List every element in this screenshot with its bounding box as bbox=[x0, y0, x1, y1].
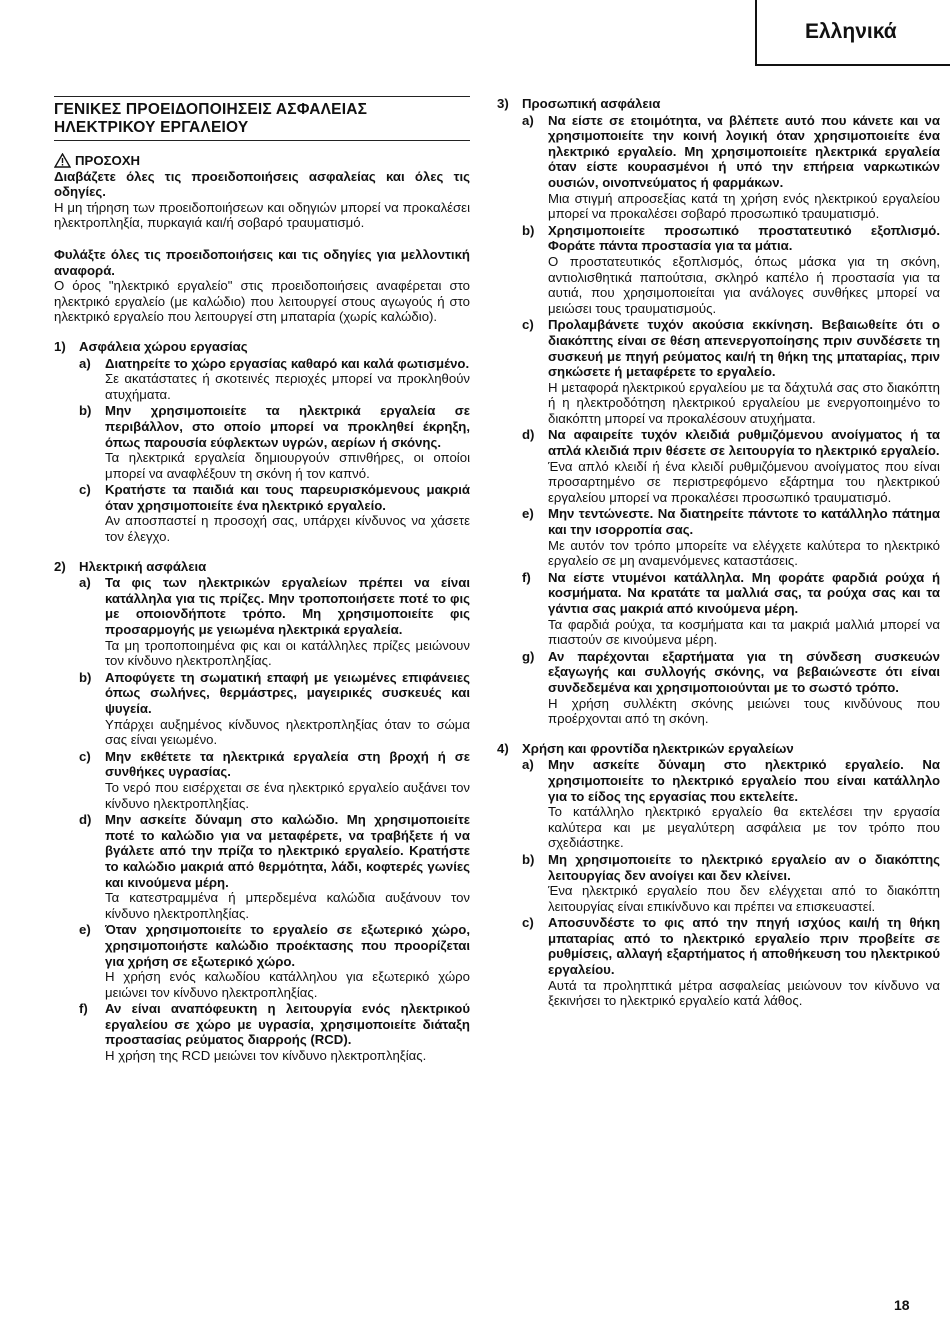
section-heading bbox=[54, 559, 470, 575]
item-instruction: Μην ασκείτε δύναμη στο ηλεκτρικό εργαλείο. Να χρησιμοποιείτε το ηλεκτρικό εργαλείο που είναι κατάλληλο για το είδος της εργασίας που εκτελείτε. bbox=[548, 757, 940, 804]
item-explanation: Μια στιγμή απροσεξίας κατά τη χρήση ενός ηλεκτρικού εργαλείου μπορεί να προκαλέσει σοβαρό προσωπικό τραυματισμό. bbox=[548, 190, 940, 222]
item-explanation: Ένα απλό κλειδί ή ένα κλειδί ρυθμιζόμενου ανοίγματος που είναι προσαρτημένο σε περιστρεφόμενο εξάρτημα του ηλεκτρικού εργαλείου μπορεί να προκαλέσει προσωπικό τραυματισμό. bbox=[548, 458, 940, 505]
item-explanation: Τα κατεστραμμένα ή μπερδεμένα καλώδια αυξάνουν τον κίνδυνο ηλεκτροπληξίας. bbox=[105, 890, 470, 921]
item-key: a) bbox=[79, 575, 91, 591]
item-instruction: Μην εκθέτετε τα ηλεκτρικά εργαλεία στη βροχή ή σε συνθήκες υγρασίας. bbox=[105, 748, 470, 780]
item-key: g) bbox=[522, 648, 535, 664]
item-body bbox=[105, 1001, 470, 1063]
section-number: 4) bbox=[497, 740, 509, 756]
list-item bbox=[79, 356, 470, 403]
item-instruction: Τα φις των ηλεκτρικών εργαλείων πρέπει να είναι κατάλληλα για τις πρίζες. Μην τροποποιήσετε ποτέ το φις με οποιονδήποτε τρόπο. Μη χρησιμοποιείτε φις προσαρμογής με γειωμένα ηλεκτρικά εργαλεία. bbox=[105, 575, 470, 638]
list-item bbox=[522, 915, 940, 1009]
list-item bbox=[522, 852, 940, 914]
item-explanation: Τα φαρδιά ρούχα, τα κοσμήματα και τα μακριά μαλλιά μπορεί να πιαστούν σε κινούμενα μέρη. bbox=[548, 616, 940, 648]
left-sections bbox=[54, 339, 470, 1064]
item-instruction: Μην τεντώνεστε. Να διατηρείτε πάντοτε το κατάλληλο πάτημα και την ισορροπία σας. bbox=[548, 506, 940, 538]
item-instruction: Να είστε ντυμένοι κατάλληλα. Μη φοράτε φαρδιά ρούχα ή κοσμήματα. Να κρατάτε τα μαλλιά σας, τα ρούχα σας και τα γάντια σας μακριά από κινούμενα μέρη. bbox=[548, 569, 940, 616]
item-instruction: Αν είναι αναπόφευκτη η λειτουργία ενός ηλεκτρικού εργαλείου σε χώρο με υγρασία, χρησιμοποιείτε διάταξη προστασίας ρεύματος διαρροής (RCD). bbox=[105, 1001, 470, 1048]
item-key: c) bbox=[522, 317, 534, 333]
item-key: c) bbox=[79, 748, 91, 764]
item-key: b) bbox=[522, 222, 535, 238]
list-item bbox=[79, 403, 470, 481]
item-key: d) bbox=[79, 812, 92, 828]
item-body bbox=[105, 403, 470, 481]
item-instruction: Προλαμβάνετε τυχόν ακούσια εκκίνηση. Βεβαιωθείτε ότι ο διακόπτης είναι σε θέση απενεργοποίησης πριν συνδέσετε τη συσκευή με πηγή ρεύματος και/ή τη θήκη της μπαταρίας, πριν σηκώσετε ή μεταφέρετε το εργαλείο. bbox=[548, 317, 940, 380]
section-number: 3) bbox=[497, 96, 509, 111]
item-instruction: Μην χρησιμοποιείτε τα ηλεκτρικά εργαλεία σε περιβάλλον, στο οποίο μπορεί να προκληθεί έκρηξη, όπως παρουσία εύφλεκτων υγρών, αερίων ή σκόνης. bbox=[105, 403, 470, 450]
item-key: b) bbox=[522, 851, 535, 867]
page-title bbox=[54, 97, 470, 140]
keep-instructions-text: Ο όρος "ηλεκτρικό εργαλείο" στις προειδοποιήσεις αναφέρεται στο ηλεκτρικό εργαλείο (με καλώδιο) που λειτουργεί στους αγωγούς ή στο ηλεκτρικό εργαλείο που λειτουργεί στη μπαταρία (χωρίς καλώδιο). bbox=[54, 278, 470, 325]
item-key: a) bbox=[522, 112, 534, 128]
section bbox=[497, 741, 940, 1009]
item-key: b) bbox=[79, 403, 92, 419]
page-number: 18 bbox=[894, 1297, 910, 1313]
item-body bbox=[548, 649, 940, 727]
item-instruction: Αποφύγετε τη σωματική επαφή με γειωμένες επιφάνειες όπως σωλήνες, θερμάστρες, μαγειρικές συσκευές και ψυγεία. bbox=[105, 669, 470, 716]
item-explanation: Η χρήση συλλέκτη σκόνης μειώνει τους κινδύνους που προέρχονται από τη σκόνη. bbox=[548, 695, 940, 727]
item-key: a) bbox=[522, 757, 534, 773]
item-key: a) bbox=[79, 355, 91, 371]
page-title-line-1: ΓΕΝΙΚΕΣ ΠΡΟΕΙΔΟΠΟΙΗΣΕΙΣ ΑΣΦΑΛΕΙΑΣ bbox=[54, 101, 368, 118]
list-item bbox=[522, 427, 940, 505]
item-key: f) bbox=[79, 1001, 88, 1017]
item-instruction: Αποσυνδέστε το φις από την πηγή ισχύος και/ή τη θήκη μπαταρίας από το ηλεκτρικό εργαλείο πριν προβείτε σε ρυθμίσεις, αλλαγή εξαρτήματος ή αποθήκευση του ηλεκτρικού εργαλείου. bbox=[548, 915, 940, 978]
item-key: e) bbox=[522, 506, 534, 522]
item-explanation: Η χρήση ενός καλωδίου κατάλληλου για εξωτερικό χώρο μειώνει τον κίνδυνο ηλεκτροπληξίας. bbox=[105, 969, 470, 1000]
keep-instructions-bold: Φυλάξτε όλες τις προειδοποιήσεις και τις οδηγίες για μελλοντική αναφορά. bbox=[54, 246, 470, 278]
list-item bbox=[522, 570, 940, 648]
right-column bbox=[497, 96, 940, 1010]
item-key: e) bbox=[79, 922, 91, 938]
warning-heading bbox=[54, 153, 470, 169]
item-instruction: Να είστε σε ετοιμότητα, να βλέπετε αυτό που κάνετε και να χρησιμοποιείτε την κοινή λογική όταν χρησιμοποιείτε ένα ηλεκτρικό εργαλείο. Μη χρησιμοποιείτε ηλεκτρικά εργαλεία όταν είστε κουρασμένοι ή υπό την επήρεια ναρκωτικών ουσιών, οινοπνεύματος ή φαρμάκων. bbox=[548, 112, 940, 190]
item-body bbox=[548, 223, 940, 317]
list-item bbox=[79, 922, 470, 1000]
item-key: c) bbox=[79, 482, 91, 498]
item-body bbox=[105, 670, 470, 748]
warning-label: ΠΡΟΣΟΧΗ bbox=[75, 153, 141, 168]
section bbox=[54, 339, 470, 545]
item-body bbox=[548, 915, 940, 1009]
title-rule-bottom bbox=[54, 140, 470, 141]
item-instruction: Διατηρείτε το χώρο εργασίας καθαρό και καλά φωτισμένο. bbox=[105, 355, 470, 371]
item-explanation: Η χρήση της RCD μειώνει τον κίνδυνο ηλεκτροπληξίας. bbox=[105, 1048, 427, 1064]
item-key: c) bbox=[522, 915, 534, 931]
item-body bbox=[105, 922, 470, 1000]
item-body bbox=[548, 427, 940, 505]
item-instruction: Κρατήστε τα παιδιά και τους παρευρισκόμενους μακριά όταν χρησιμοποιείτε ένα ηλεκτρικό εργαλείο. bbox=[105, 482, 470, 513]
item-key: d) bbox=[522, 427, 535, 443]
page-title-line-2: ΗΛΕΚΤΡΙΚΟΥ ΕΡΓΑΛΕΙΟΥ bbox=[54, 119, 249, 136]
item-body bbox=[548, 852, 940, 914]
item-explanation: Τα μη τροποποιημένα φις και οι κατάλληλες πρίζες μειώνουν τον κίνδυνο ηλεκτροπληξίας. bbox=[105, 637, 470, 669]
intro-bold: Διαβάζετε όλες τις προειδοποιήσεις ασφαλείας και όλες τις οδηγίες. bbox=[54, 168, 470, 200]
item-explanation: Ένα ηλεκτρικό εργαλείο που δεν ελέγχεται από το διακόπτη λειτουργίας είναι επικίνδυνο και πρέπει να επισκευαστεί. bbox=[548, 883, 940, 914]
item-instruction: Να αφαιρείτε τυχόν κλειδιά ρυθμιζόμενου ανοίγματος ή τα απλά κλειδιά πριν θέσετε σε λειτουργία το ηλεκτρικό εργαλείο. bbox=[548, 427, 940, 459]
item-body bbox=[105, 482, 470, 544]
item-instruction: Αν παρέχονται εξαρτήματα για τη σύνδεση συσκευών εξαγωγής και συλλογής σκόνης, να βεβαιώνεστε ότι είναι συνδεδεμένα και χρησιμοποιούνται με το σωστό τρόπο. bbox=[548, 648, 940, 695]
item-body bbox=[548, 317, 940, 426]
item-key: b) bbox=[79, 669, 92, 685]
list-item bbox=[79, 749, 470, 811]
item-explanation: Σε ακατάστατες ή σκοτεινές περιοχές μπορεί να προκληθούν ατυχήματα. bbox=[105, 371, 470, 402]
right-sections bbox=[497, 96, 940, 1009]
section-heading bbox=[497, 741, 940, 757]
item-explanation: Το κατάλληλο ηλεκτρικό εργαλείο θα εκτελέσει την εργασία καλύτερα και με μεγαλύτερη ασφάλεια με τον τρόπο που σχεδιάστηκε. bbox=[548, 804, 940, 851]
item-explanation: Αυτά τα προληπτικά μέτρα ασφαλείας μειώνουν τον κίνδυνο να ξεκινήσει το ηλεκτρικό εργαλείο κατά λάθος. bbox=[548, 977, 940, 1009]
list-item bbox=[79, 575, 470, 669]
item-explanation: Το νερό που εισέρχεται σε ένα ηλεκτρικό εργαλείο αυξάνει τον κίνδυνο ηλεκτροπληξίας. bbox=[105, 779, 470, 811]
item-body bbox=[105, 749, 470, 811]
item-body bbox=[548, 757, 940, 851]
item-body bbox=[105, 812, 470, 921]
list-item bbox=[522, 649, 940, 727]
section-title: Ηλεκτρική ασφάλεια bbox=[79, 558, 207, 574]
list-item bbox=[79, 812, 470, 921]
item-explanation: Αν αποσπαστεί η προσοχή σας, υπάρχει κίνδυνος να χάσετε τον έλεγχο. bbox=[105, 513, 470, 545]
list-item bbox=[522, 506, 940, 568]
language-tab bbox=[755, 0, 950, 66]
item-instruction: Μην ασκείτε δύναμη στο καλώδιο. Μη χρησιμοποιείτε ποτέ το καλώδιο για να μεταφέρετε, να τραβήξετε ή να βγάλετε από την πρίζα το ηλεκτρικό εργαλείο. Κρατήστε το καλώδιο μακριά από θερμότητα, λάδι, κοφτερές γωνίες και κινούμενα μέρη. bbox=[105, 812, 470, 890]
section bbox=[54, 559, 470, 1064]
section-title: Προσωπική ασφάλεια bbox=[522, 96, 661, 111]
list-item bbox=[79, 482, 470, 544]
item-instruction: Χρησιμοποιείτε προσωπικό προστατευτικό εξοπλισμό. Φοράτε πάντα προστασία για τα μάτια. bbox=[548, 222, 940, 254]
section-heading bbox=[54, 339, 470, 355]
list-item bbox=[522, 113, 940, 222]
list-item bbox=[79, 670, 470, 748]
item-body bbox=[548, 506, 940, 568]
section-title: Χρήση και φροντίδα ηλεκτρικών εργαλείων bbox=[522, 740, 794, 756]
item-explanation: Με αυτόν τον τρόπο μπορείτε να ελέγχετε καλύτερα το ηλεκτρικό εργαλείο σε μη αναμενόμενες καταστάσεις. bbox=[548, 537, 940, 569]
language-tab-label: Ελληνικά bbox=[805, 20, 897, 43]
item-body bbox=[548, 570, 940, 648]
item-body bbox=[105, 575, 470, 669]
section-number: 1) bbox=[54, 338, 66, 354]
intro-text: Η μη τήρηση των προειδοποιήσεων και οδηγιών μπορεί να προκαλέσει ηλεκτροπληξία, πυρκαγιά και/ή σοβαρό τραυματισμό. bbox=[54, 199, 470, 231]
section bbox=[497, 96, 940, 727]
list-item bbox=[522, 757, 940, 851]
item-instruction: Όταν χρησιμοποιείτε το εργαλείο σε εξωτερικό χώρο, χρησιμοποιήστε καλώδιο προέκτασης που προορίζεται για χρήση σε εξωτερικό χώρο. bbox=[105, 922, 470, 969]
list-item bbox=[79, 1001, 470, 1063]
item-explanation: Η μεταφορά ηλεκτρικού εργαλείου με τα δάχτυλά σας στο διακόπτη ή η ηλεκτροδότηση ηλεκτρικού εργαλείου με ενεργοποιημένο το διακόπτη μπορεί να προκαλέσουν ατυχήματα. bbox=[548, 379, 940, 426]
section-heading bbox=[497, 96, 940, 112]
warning-triangle-icon bbox=[54, 153, 71, 168]
item-explanation: Υπάρχει αυξημένος κίνδυνος ηλεκτροπληξίας όταν το σώμα σας είναι γειωμένο. bbox=[105, 716, 470, 748]
section-title: Ασφάλεια χώρου εργασίας bbox=[79, 338, 248, 354]
item-explanation: Ο προστατευτικός εξοπλισμός, όπως μάσκα για τη σκόνη, αντιολισθητικά παπούτσια, σκληρό καπέλο ή προστασία για τα αυτιά, που χρησιμοποιείται για ανάλογες συνθήκες μπορεί να μειώσει τους τραυματισμούς. bbox=[548, 253, 940, 316]
item-explanation: Τα ηλεκτρικά εργαλεία δημιουργούν σπινθήρες, οι οποίοι μπορεί να αναφλέξουν τη σκόνη ή τον καπνό. bbox=[105, 450, 470, 481]
section-number: 2) bbox=[54, 558, 66, 574]
list-item bbox=[522, 223, 940, 317]
item-key: f) bbox=[522, 569, 531, 585]
item-instruction: Μη χρησιμοποιείτε το ηλεκτρικό εργαλείο αν ο διακόπτης λειτουργίας δεν ανοίγει και δεν κλείνει. bbox=[548, 851, 940, 883]
left-column bbox=[54, 96, 470, 1065]
item-body bbox=[105, 356, 470, 403]
list-item bbox=[522, 317, 940, 426]
item-body bbox=[548, 113, 940, 222]
